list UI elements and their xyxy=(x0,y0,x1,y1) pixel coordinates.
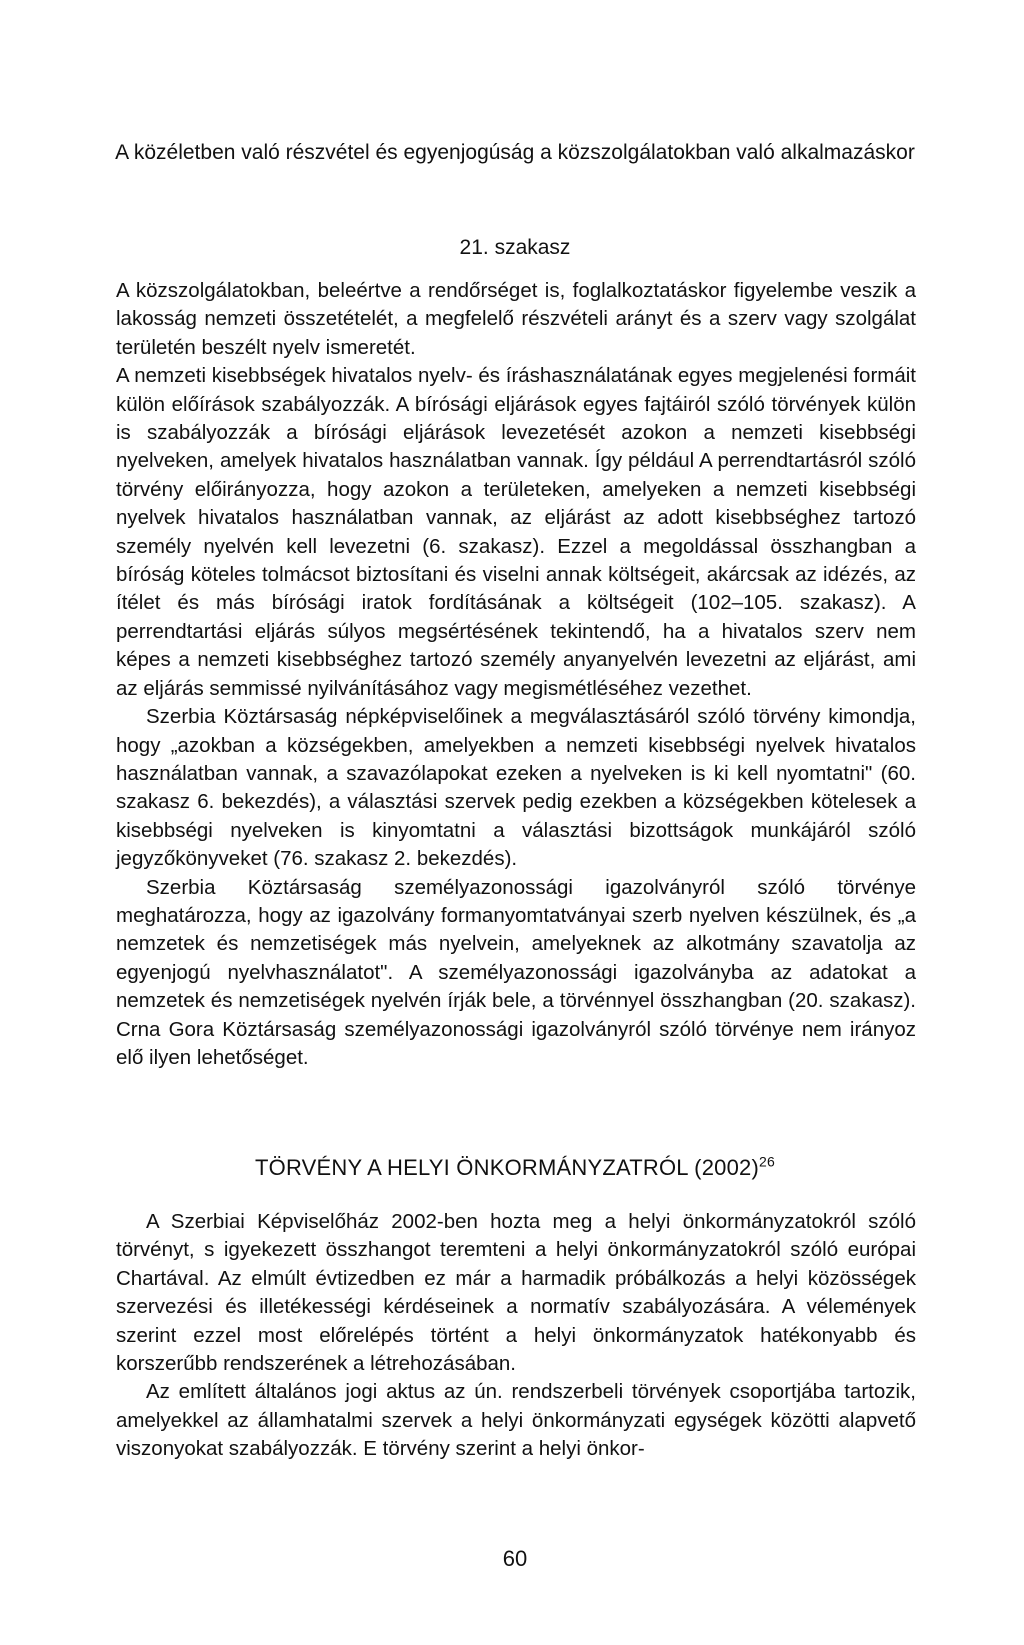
section-heading-text: TÖRVÉNY A HELYI ÖNKORMÁNYZATRÓL (2002) xyxy=(255,1155,759,1180)
section-heading xyxy=(110,1153,920,1183)
page-title: A közéletben való részvétel és egyenjogúság a közszolgálatokban való alkalmazáskor xyxy=(115,141,915,164)
section-number: 21. szakasz xyxy=(459,236,571,259)
paragraph: Szerbia Köztársaság személyazonossági igazolványról szóló törvénye meghatározza, hogy az igazolvány formanyomtatványai szerb nyelven készülnek, és „a nemzetek és nemzetiségek más nyelvein, amelyeknek az alkotmány szavatolja az egyenjogú nyelvhasználatot". A személyazonossági igazolványba az adatokat a nemzetek és nemzetiségek nyelvén írják bele, a törvénnyel összhangban (20. szakasz). Crna Gora Köztársaság személyazonossági igazolványról szóló törvénye nem irányoz elő ilyen lehetőséget. xyxy=(116,875,916,1069)
page-number: 60 xyxy=(502,1546,528,1571)
section-21-body xyxy=(116,277,916,1072)
paragraph: Az említett általános jogi aktus az ún. rendszerbeli törvények csoportjába tartozik, amelyekkel az államhatalmi szervek a helyi önkormányzati egységek közötti alapvető viszonyokat szabályozzák. E törvény szerint a helyi önkor- xyxy=(116,1380,916,1461)
paragraph: Szerbia Köztársaság népképviselőinek a megválasztásáról szóló törvény kimondja, hogy „azokban a községekben, amelyekben a nemzeti kisebbségi nyelvek hivatalos használatban vannak, a szavazólapokat ezeken a nyelveken is ki kell nyomtatni" (60. szakasz 6. bekezdés), a választási szervek pedig ezekben a községekben kötelesek a kisebbségi nyelveken is kinyomtatni a választási bizottságok munkájáról szóló jegyzőkönyveket (76. szakasz 2. bekezdés). xyxy=(116,705,916,871)
paragraph: A közszolgálatokban, beleértve a rendőrséget is, foglalkoztatáskor figyelembe veszik a lakosság nemzeti összetételét, a megfelelő részvételi arányt és a szerv vagy szolgálat területén beszélt nyelv ismeretét. xyxy=(116,279,916,359)
law-section-body xyxy=(116,1208,916,1464)
paragraph: A Szerbiai Képviselőház 2002-ben hozta meg a helyi önkormányzatokról szóló törvényt, s igyekezett összhangot teremteni a helyi önkormányzatokról szóló európai Chartával. Az elmúlt évtizedben ez már a harmadik próbálkozás a helyi közösségek szervezési és illetékességi kérdéseinek a normatív szabályozására. A vélemények szerint ezzel most előrelépés történt a helyi önkormányzatok hatékonyabb és korszerűbb rendszerének a létrehozásában. xyxy=(116,1210,916,1376)
footnote-reference: 26 xyxy=(758,1153,775,1170)
paragraph: A nemzeti kisebbségek hivatalos nyelv- és íráshasználatának egyes megjelenési formáit külön előírások szabályozzák. A bírósági eljárások egyes fajtáiról szóló törvények külön is szabályozzák a bírósági eljárások levezetését azokon a nemzeti kisebbségi nyelveken, amelyek hivatalos használatban vannak. Így például A perrendtartásról szóló törvény előirányozza, hogy azokon a területeken, amelyeken a nemzeti kisebbségi nyelvek hivatalos használatban vannak, az eljárást az adott kisebbséghez tartozó személy nyelvén kell levezetni (6. szakasz). Ezzel a megoldással összhangban a bíróság köteles tolmácsot biztosítani és viselni annak költségeit, akárcsak az idézés, az ítélet és más bírósági iratok fordításának a költségeit (102–105. szakasz). A perrendtartási eljárás súlyos megsértésének tekintendő, ha a hivatalos szerv nem képes a nemzeti kisebbséghez tartozó személy anyanyelvén levezetni az eljárást, ami az eljárás semmissé nyilvánításához vagy megismétléséhez vezethet. xyxy=(116,364,916,700)
